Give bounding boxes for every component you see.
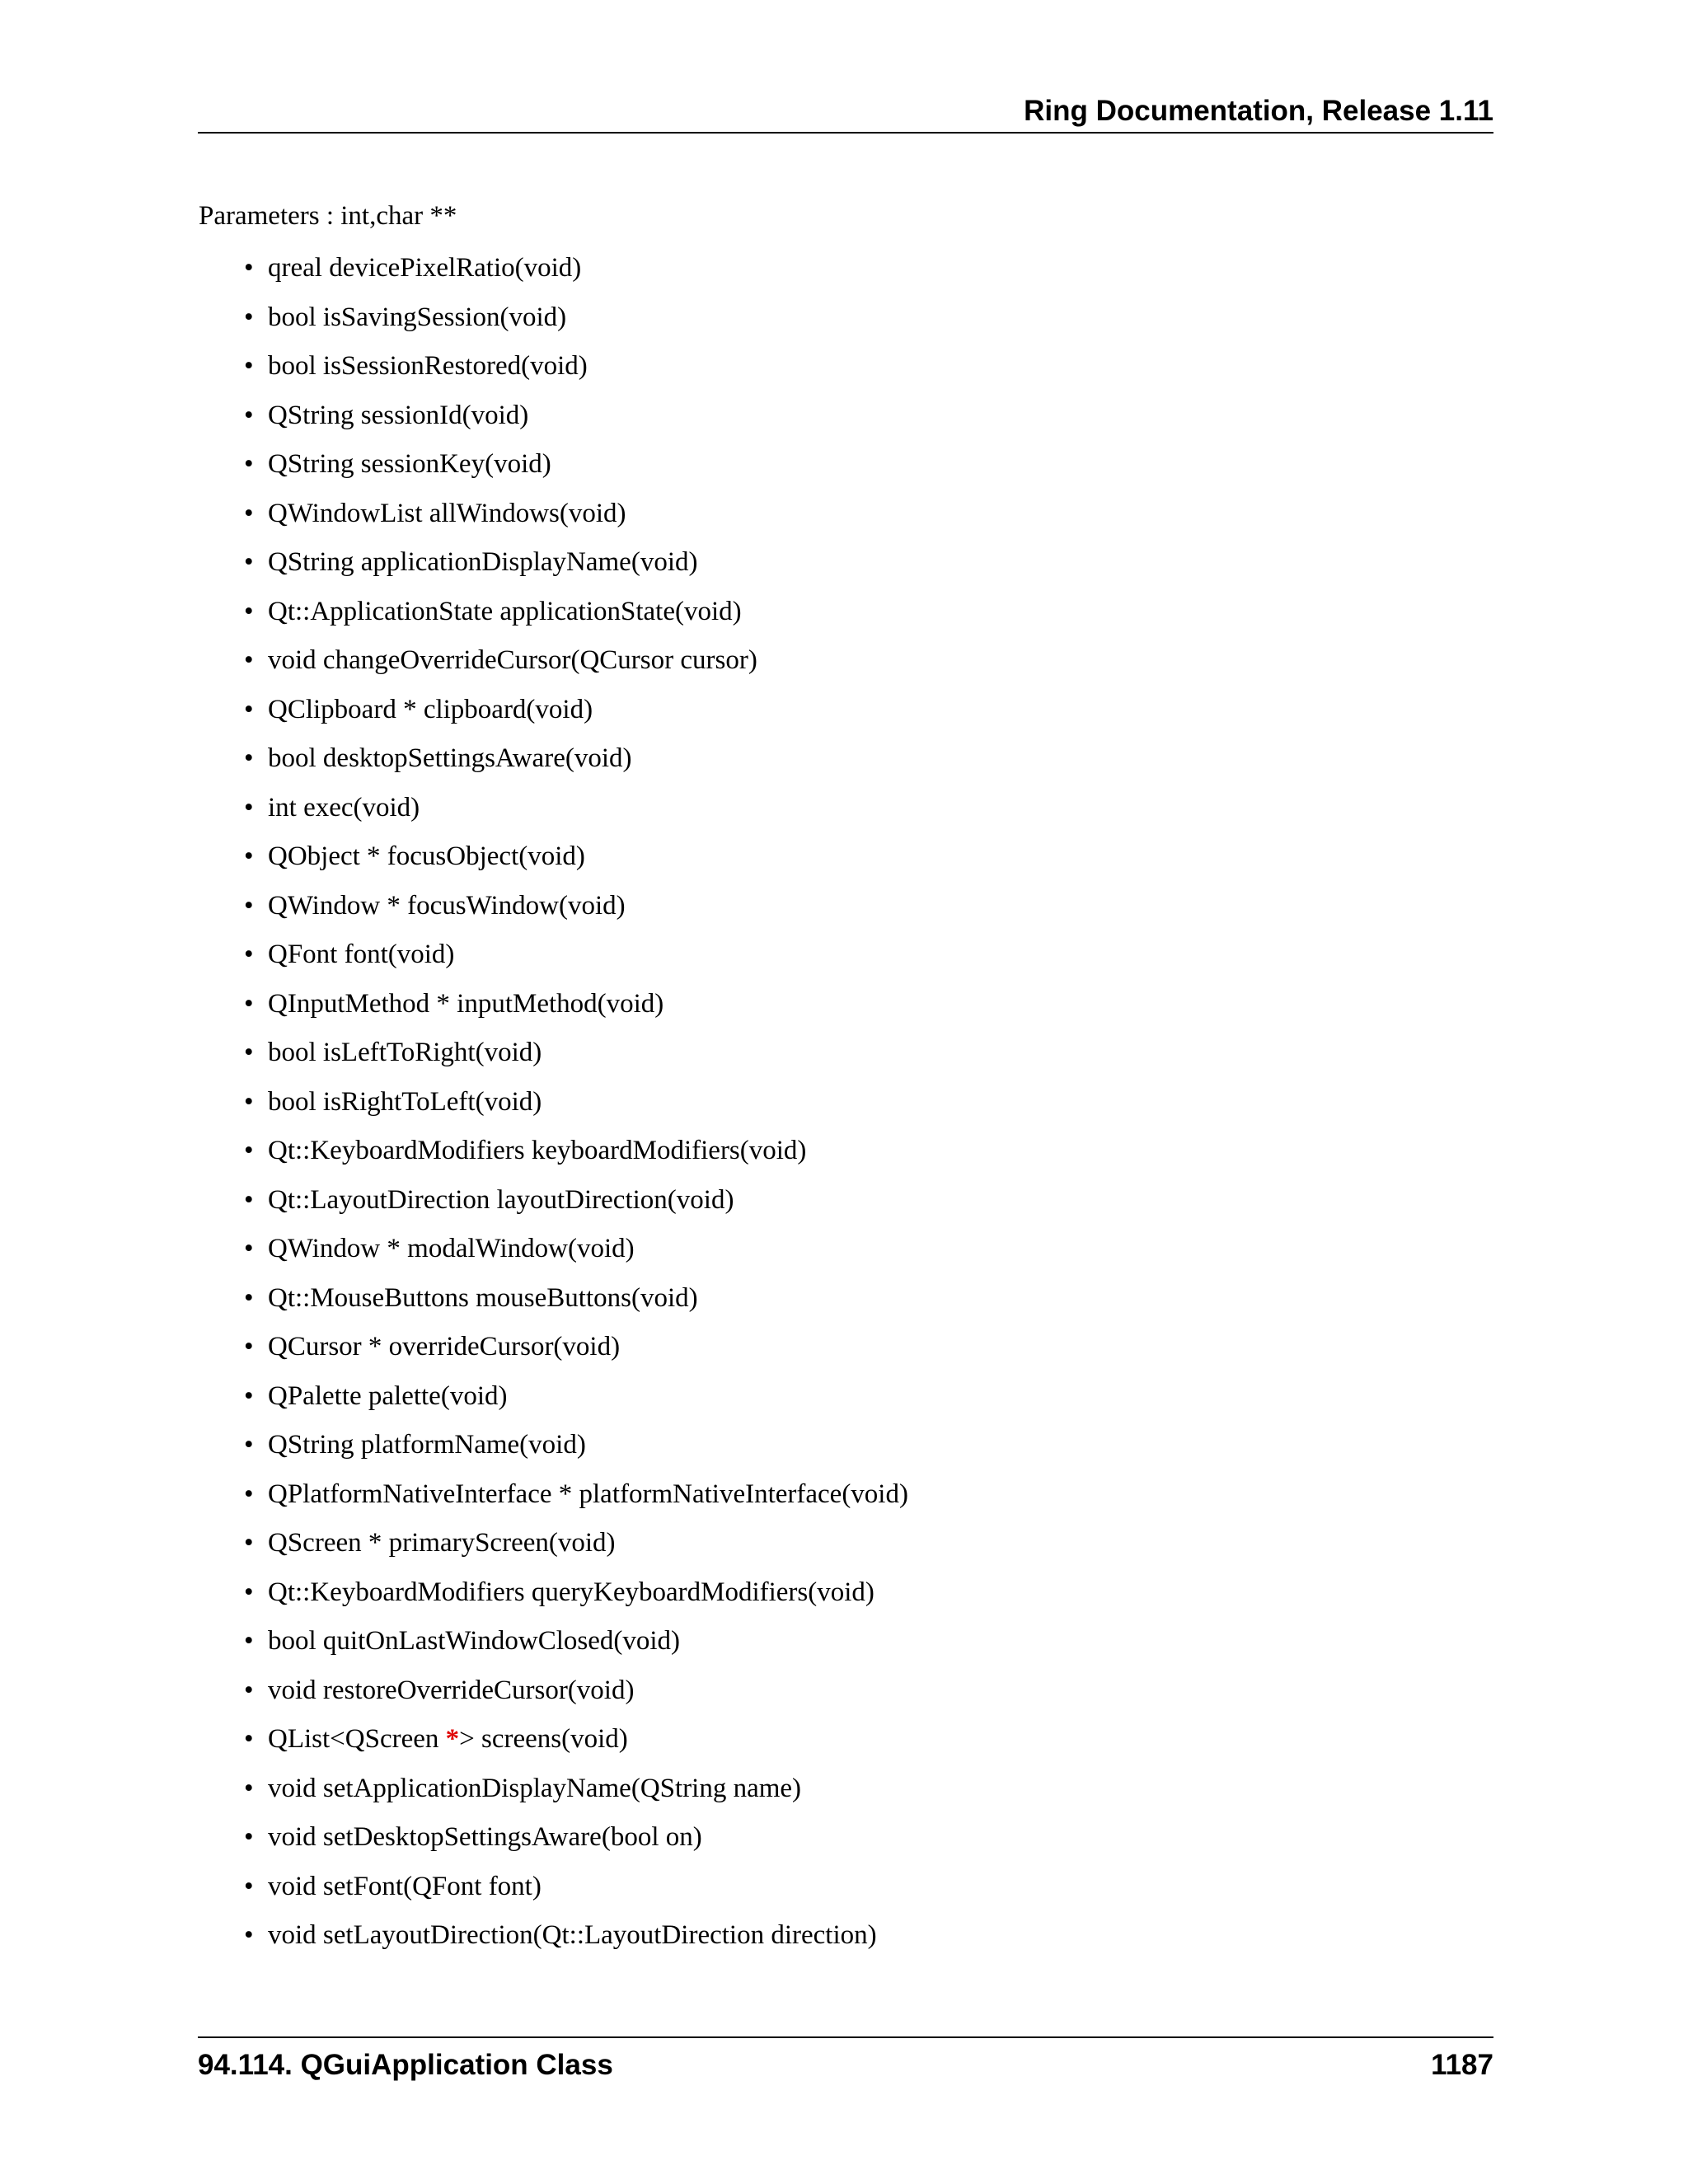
bullet-icon: • (244, 1430, 254, 1460)
bullet-icon: • (244, 253, 254, 283)
bullet-icon: • (244, 940, 254, 969)
bullet-icon: • (244, 1184, 254, 1215)
bullet-icon: • (244, 743, 254, 773)
bullet-icon: • (244, 694, 254, 724)
bullet-icon: • (244, 596, 254, 626)
method-signature (268, 1718, 628, 1760)
method-signature: bool isSavingSession(void) (268, 302, 567, 332)
method-signature: void setFont(QFont font) (268, 1871, 542, 1901)
bullet-icon: • (244, 890, 254, 921)
method-signature: Qt::LayoutDirection layoutDirection(void) (268, 1184, 734, 1215)
method-signature: Qt::KeyboardModifiers keyboardModifiers(void) (268, 1136, 807, 1165)
bullet-icon: • (244, 1871, 254, 1901)
page-footer (198, 2036, 1493, 2081)
bullet-icon: • (244, 1675, 254, 1705)
signature-part: QList<QScreen (268, 1724, 446, 1754)
bullet-icon: • (244, 841, 254, 871)
bullet-icon: • (244, 988, 254, 1019)
method-signature: bool isLeftToRight(void) (268, 1038, 542, 1067)
bullet-icon: • (244, 498, 254, 528)
method-signature: QWindow * modalWindow(void) (268, 1234, 635, 1263)
method-signature: QPlatformNativeInterface * platformNativeInterface(void) (268, 1479, 908, 1509)
method-signature: bool quitOnLastWindowClosed(void) (268, 1626, 681, 1656)
method-signature: QInputMethod * inputMethod(void) (268, 988, 664, 1019)
method-signature: QString sessionId(void) (268, 400, 529, 430)
parameters-line: Parameters : int,char ** (199, 201, 457, 231)
bullet-icon: • (244, 1136, 254, 1165)
method-signature: void setLayoutDirection(Qt::LayoutDirection direction) (268, 1920, 877, 1950)
method-signature: QWindow * focusWindow(void) (268, 890, 626, 921)
method-signature: void setApplicationDisplayName(QString name) (268, 1773, 802, 1803)
method-signature: qreal devicePixelRatio(void) (268, 253, 582, 283)
bullet-icon: • (244, 1380, 254, 1411)
bullet-icon: • (244, 1234, 254, 1263)
bullet-icon: • (244, 1724, 254, 1754)
method-signature: QString platformName(void) (268, 1430, 586, 1460)
method-signature: QPalette palette(void) (268, 1380, 508, 1411)
bullet-icon: • (244, 449, 254, 479)
bullet-icon: • (244, 645, 254, 675)
bullet-icon: • (244, 547, 254, 577)
method-signature: bool isSessionRestored(void) (268, 351, 588, 381)
method-signature: QWindowList allWindows(void) (268, 498, 626, 528)
method-signature: QClipboard * clipboard(void) (268, 694, 593, 724)
method-signature: void setDesktopSettingsAware(bool on) (268, 1822, 702, 1852)
method-signature: bool isRightToLeft(void) (268, 1086, 542, 1117)
page-number: 1187 (1431, 2049, 1493, 2081)
bullet-icon: • (244, 1626, 254, 1656)
bullet-icon: • (244, 1282, 254, 1313)
section-title: 94.114. QGuiApplication Class (198, 2049, 613, 2081)
method-signature: QObject * focusObject(void) (268, 841, 585, 871)
method-signature: Qt::MouseButtons mouseButtons(void) (268, 1282, 698, 1313)
method-signature: QScreen * primaryScreen(void) (268, 1528, 616, 1558)
bullet-icon: • (244, 400, 254, 430)
highlighted-asterisk: * (445, 1724, 460, 1754)
method-signature: QCursor * overrideCursor(void) (268, 1332, 621, 1361)
bullet-icon: • (244, 1479, 254, 1509)
method-signature: QString applicationDisplayName(void) (268, 547, 698, 577)
bullet-icon: • (244, 1038, 254, 1067)
method-signature: bool desktopSettingsAware(void) (268, 743, 632, 773)
method-signature: int exec(void) (268, 792, 420, 823)
bullet-icon: • (244, 1577, 254, 1607)
document-title: Ring Documentation, Release 1.11 (1024, 95, 1493, 127)
method-signature: void restoreOverrideCursor(void) (268, 1675, 635, 1705)
bullet-icon: • (244, 1822, 254, 1852)
method-signature: Qt::KeyboardModifiers queryKeyboardModifiers(void) (268, 1577, 874, 1607)
method-signature: void changeOverrideCursor(QCursor cursor) (268, 645, 757, 675)
method-signature: QString sessionKey(void) (268, 449, 551, 479)
bullet-icon: • (244, 1528, 254, 1558)
bullet-icon: • (244, 302, 254, 332)
bullet-icon: • (244, 1332, 254, 1361)
bullet-icon: • (244, 1086, 254, 1117)
bullet-icon: • (244, 351, 254, 381)
method-signature: Qt::ApplicationState applicationState(void) (268, 596, 742, 626)
bullet-icon: • (244, 1773, 254, 1803)
method-signature: QFont font(void) (268, 940, 455, 969)
page-header (198, 92, 1493, 134)
bullet-icon: • (244, 1920, 254, 1950)
bullet-icon: • (244, 792, 254, 823)
signature-part: > screens(void) (459, 1724, 628, 1754)
